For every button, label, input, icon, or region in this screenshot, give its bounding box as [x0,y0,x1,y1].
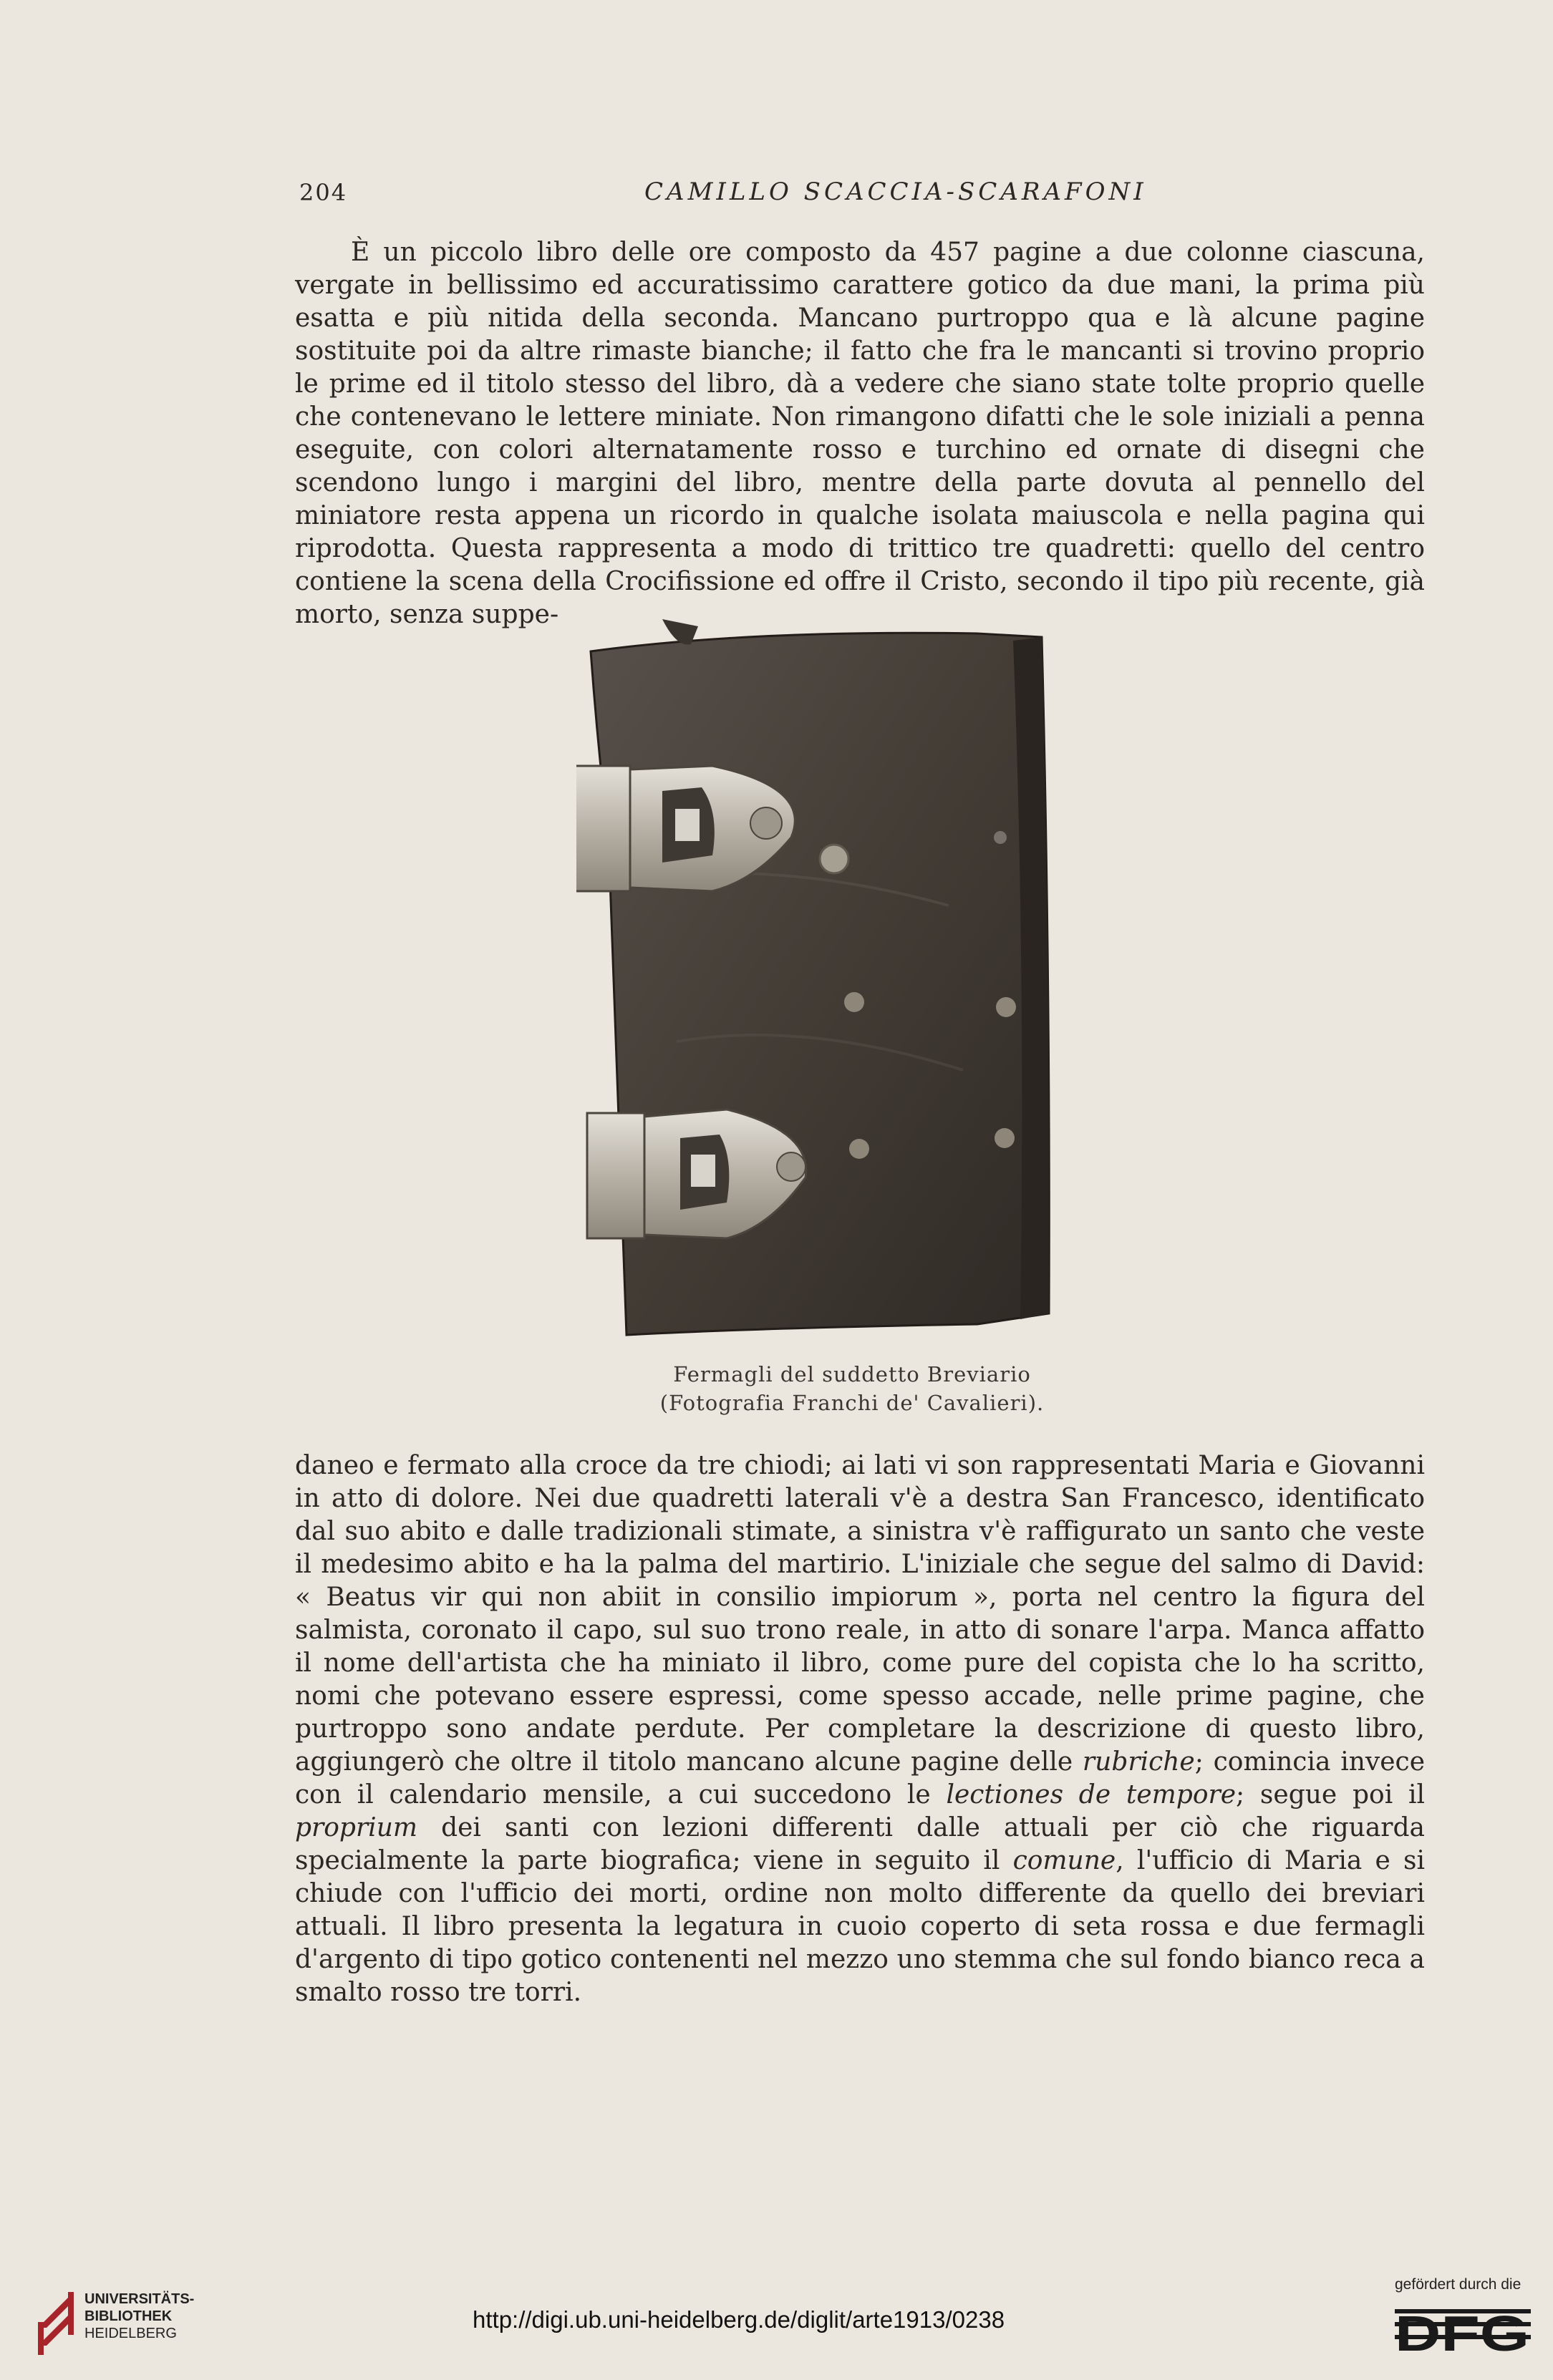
paragraph-2-text-5: , l'ufficio di Maria e si chiude con l'ufficio dei morti, ordine non molto differente da quello dei breviari attuali. Il libro presenta la legatura in cuoio coperto di seta rossa e due fermagli d'argento di tipo gotico contenenti nel mezzo uno stemma che sul fondo bianco reca a smalto rosso tre torri. [295,1846,1425,2007]
library-name-line-2: BIBLIOTHEK [84,2308,173,2324]
library-name [84,2291,194,2342]
term-lectiones-de-tempore: lectiones de tempore [946,1780,1237,1810]
paragraph-2-text-3: ; segue poi il [1236,1780,1425,1810]
library-logo-icon [34,2278,77,2355]
figure [576,605,1128,1353]
dfg-logo-text: DFG [1395,2306,1529,2355]
dfg-logo [1395,2305,1531,2355]
funding-note: gefördert durch die [1395,2276,1521,2293]
figure-caption [576,1360,1128,1417]
library-name-line-3: HEIDELBERG [84,2326,177,2341]
page-number: 204 [299,179,348,206]
paragraph-2-text-2: ; comincia invece con il calendario mensile, a cui succedono le [295,1747,1426,1810]
paragraph-2-text-1: daneo e fermato alla croce da tre chiodi; ai lati vi son rappresentati Maria e Giovanni in atto di dolore. Nei due quadretti laterali v'è a destra San Francesco, identificato dal suo abito e dalle tradizionali stimate, a sinistra v'è raffigurato un santo che veste il medesimo abito e ha la palma del martirio. L'iniziale che segue del salmo di David: « Beatus vir qui non abiit in consilio impiorum », porta nel centro la figura del salmista, coronato il capo, sul suo trono reale, in atto di sonare l'arpa. Manca affatto il nome dell'artista che ha miniato il libro, come pure del copista che lo ha scritto, nomi che potevano essere espressi, come spesso accade, nelle prime pagine, che purtroppo sono andate perdute. Per completare la descrizione di questo libro, aggiungerò che oltre il titolo mancano alcune pagine delle [295,1451,1425,1777]
term-comune: comune [1012,1846,1116,1875]
paragraph-2-text-4: dei santi con lezioni differenti dalle attuali per ciò che riguarda specialmente la parte biografica; viene in seguito il [295,1813,1425,1875]
caption-line-2: (Fotografia Franchi de' Cavalieri). [659,1391,1045,1415]
library-name-line-1: UNIVERSITÄTS- [84,2291,195,2307]
term-proprium: proprium [295,1813,418,1842]
running-head: CAMILLO SCACCIA-SCARAFONI [644,178,1147,206]
breviary-clasps-photo [576,605,1128,1353]
caption-line-1: Fermagli del suddetto Breviario [673,1362,1031,1386]
term-rubriche: rubriche [1082,1747,1195,1777]
permalink-url[interactable]: http://digi.ub.uni-heidelberg.de/diglit/arte1913/0238 [473,2306,1005,2333]
body-paragraph-2 [295,1449,1425,2009]
footer [0,2255,1553,2380]
body-paragraph-1: È un piccolo libro delle ore composto da 457 pagine a due colonne ciascuna, vergate in bellissimo ed accuratissimo carattere gotico da due mani, la prima più esatta e più nitida della seconda. Mancano purtroppo qua e là alcune pagine sostituite poi da altre rimaste bianche; il fatto che fra le mancanti si trovino proprio le prime ed il titolo stesso del libro, dà a vedere che siano state tolte proprio quelle che contenevano le lettere miniate. Non rimangono difatti che le sole iniziali a penna eseguite, con colori alternatamente rosso e turchino ed ornate di disegni che scendono lungo i margini del libro, mentre della parte dovuta al pennello del miniatore resta appena un ricordo in qualche isolata maiuscola e nella pagina qui riprodotta. Questa rappresenta a modo di trittico tre quadretti: quello del centro contiene la scena della Crocifissione ed offre il Cristo, secondo il tipo più recente, già morto, senza suppe- [295,238,1425,629]
